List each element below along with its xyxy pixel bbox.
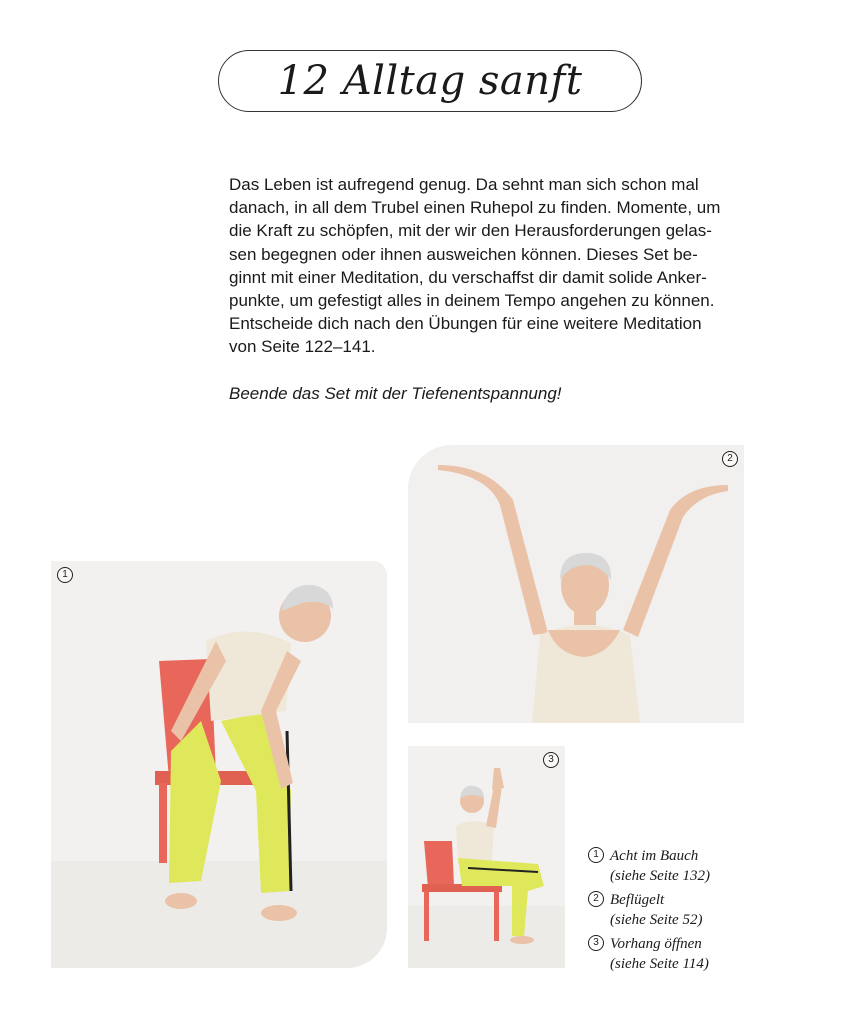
intro-line: ginnt mit einer Meditation, du verschaffst dir damit solide Anker- [229,267,707,287]
intro-hint: Beende das Set mit der Tiefenentspannung! [229,383,562,403]
photo-number-badge: 1 [57,567,73,583]
exercise-photo-3 [408,746,565,968]
legend-number-badge: 3 [588,935,604,951]
exercise-legend [588,846,828,978]
page-title: 12 Alltag sanft [277,58,583,104]
legend-number-badge: 2 [588,891,604,907]
legend-page-reference: (siehe Seite 132) [610,868,710,884]
intro-line: von Seite 122–141. [229,337,376,357]
page-title-frame [218,50,642,112]
intro-line: Das Leben ist aufregend genug. Da sehnt man sich schon mal [229,175,699,194]
legend-page-reference: (siehe Seite 114) [610,956,709,972]
intro-line: punkte, um gefestigt alles in deinem Tempo angehen zu können. [229,291,715,311]
exercise-photo-1 [51,561,387,968]
legend-exercise-name: Beflügelt [610,892,665,908]
legend-exercise-name: Acht im Bauch [610,848,699,864]
intro-line: die Kraft zu schöpfen, mit der wir den Herausforderungen gelas- [229,221,712,241]
legend-number-badge: 1 [588,847,604,863]
photo-number-badge: 3 [543,752,559,768]
intro-line: Entscheide dich nach den Übungen für eine weitere Meditation [229,314,702,334]
intro-line: danach, in all dem Trubel einen Ruhepol zu finden. Momente, um [229,198,721,218]
legend-item [588,890,828,930]
intro-text [229,173,749,405]
legend-exercise-name: Vorhang öffnen [610,936,702,952]
intro-line: sen begegnen oder ihnen ausweichen können. Dieses Set be- [229,244,698,264]
legend-page-reference: (siehe Seite 52) [610,912,703,928]
legend-item [588,934,828,974]
intro-paragraph [229,173,749,359]
exercise-photo-2 [408,445,744,723]
legend-item [588,846,828,886]
photo-number-badge: 2 [722,451,738,467]
